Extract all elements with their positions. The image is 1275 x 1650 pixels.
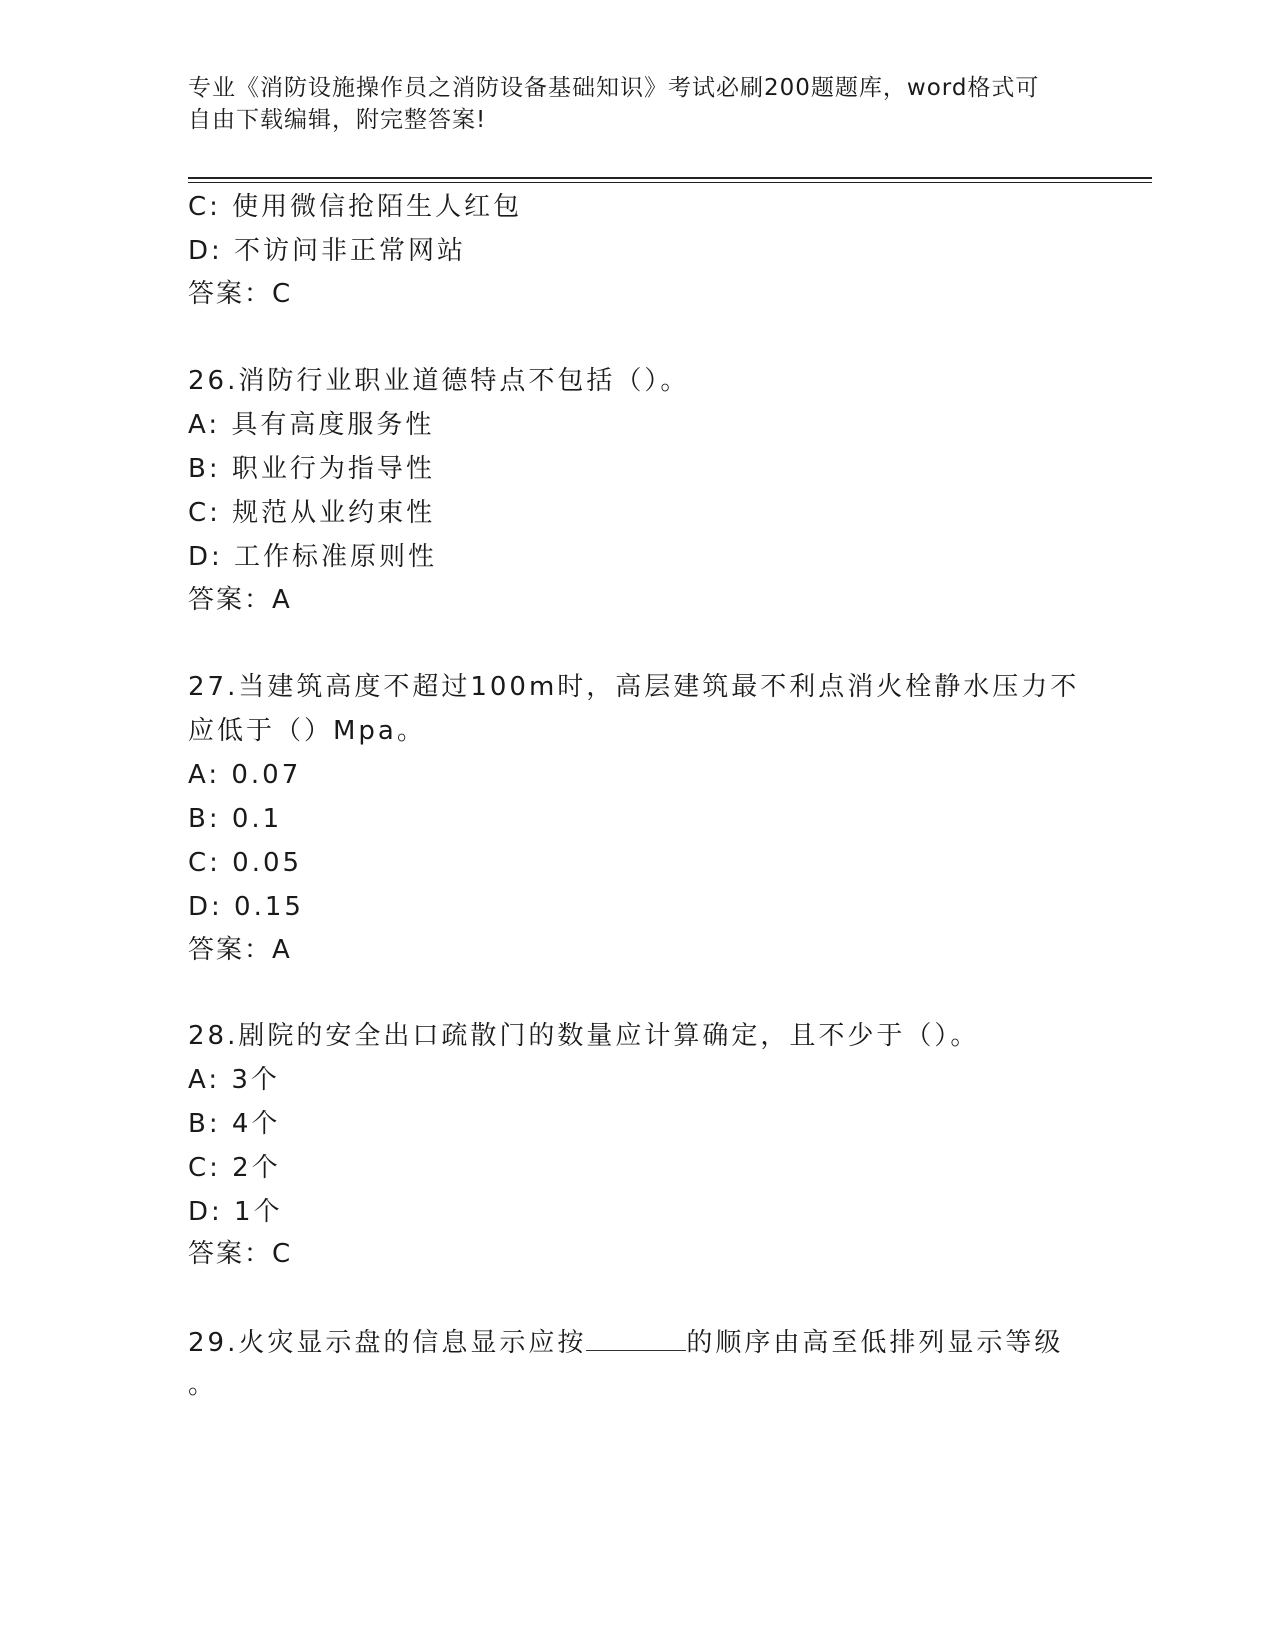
q29-fill-blank [586, 1324, 686, 1351]
question-26: 26.消防行业职业道德特点不包括（）。 [188, 366, 690, 396]
q27-answer: 答案：A [188, 935, 292, 965]
prev-option-d: D: 不访问非正常网站 [188, 236, 467, 266]
q29-text-before-blank: 29.火灾显示盘的信息显示应按 [188, 1328, 587, 1358]
header-line-1: 专业《消防设施操作员之消防设备基础知识》考试必刷200题题库，word格式可 [188, 75, 1040, 101]
question-28: 28.剧院的安全出口疏散门的数量应计算确定，且不少于（）。 [188, 1021, 980, 1051]
header-divider-thin [188, 182, 1152, 183]
q28-option-c: C: 2个 [188, 1153, 281, 1183]
question-29-line-2: 。 [188, 1370, 218, 1400]
q28-answer: 答案：C [188, 1239, 293, 1269]
q26-option-c: C: 规范从业约束性 [188, 498, 436, 528]
q26-option-d: D: 工作标准原则性 [188, 542, 438, 572]
q27-option-a: A: 0.07 [188, 760, 302, 790]
q27-option-d: D: 0.15 [188, 892, 304, 922]
prev-answer: 答案：C [188, 279, 293, 309]
q28-option-d: D: 1个 [188, 1197, 283, 1227]
q27-option-c: C: 0.05 [188, 848, 303, 878]
question-27-line-2: 应低于（）Mpa。 [188, 716, 426, 746]
q29-text-after-blank: 的顺序由高至低排列显示等级 [686, 1328, 1064, 1358]
question-29-line-1 [188, 1324, 1063, 1360]
header-divider [188, 177, 1152, 179]
question-27-line-1: 27.当建筑高度不超过100m时，高层建筑最不利点消火栓静水压力不 [188, 672, 1080, 702]
header-line-2: 自由下载编辑，附完整答案! [188, 107, 487, 133]
q26-option-a: A: 具有高度服务性 [188, 410, 435, 440]
q26-option-b: B: 职业行为指导性 [188, 454, 435, 484]
q27-option-b: B: 0.1 [188, 804, 283, 834]
q26-answer: 答案：A [188, 585, 292, 615]
q28-option-a: A: 3个 [188, 1065, 280, 1095]
prev-option-c: C: 使用微信抢陌生人红包 [188, 192, 523, 222]
document-header [188, 72, 1068, 136]
q28-option-b: B: 4个 [188, 1109, 281, 1139]
